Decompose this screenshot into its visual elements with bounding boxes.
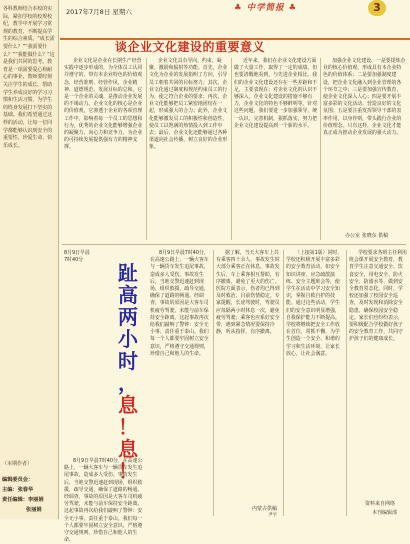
- masthead-title: ♣ 中学简报 ♣: [234, 3, 298, 13]
- editors-line3: 责任编辑：李丽娟: [2, 497, 44, 503]
- vertical-title-char: ！: [118, 459, 138, 483]
- vertical-title-char: 高: [118, 283, 138, 307]
- article-column-1: 企业文化是企业在长期生产经营实践中逐步形成的，为全体员工认同并遵守的、带有本企业特色的价值观念、经营准则、经营作风、企业精神、道德规范、发展目标的总和。它是一个企业的灵魂，是推动企业发展的不竭动力。企业文化的核心是企业的价值观，它渗透于企业的各项管理工作中，影响着每一个员工的思想和行为。优秀的企业文化能够增强企业的凝聚力、向心力和竞争力，为企业的可持续发展提供强有力的精神支撑。: [64, 58, 143, 151]
- feature-intro-top: 8月9日早晨7时40分: [64, 250, 90, 264]
- article-column-2: 企业文化具有导向、约束、凝聚、激励和辐射等功能。首先，企业文化为企业的发展指明了方向，引导员工朝着共同的目标努力；其次，企业文化通过制度和规范约束员工的行为，使之符合企业的要求；再次，企业文化能够把员工紧密地团结在一起，形成强大的合力；此外，企业文化能够激发员工的积极性和创造性，使员工以饱满的热情投入到工作中去；最后，企业文化还能够通过各种渠道向社会传播，树立良好的企业形象。: [149, 58, 228, 151]
- article-column-3: 近年来，我们在企业文化建设方面做了大量工作，取得了一定的成绩。但也要清醒地看到，与先进企业相比，我们的企业文化建设还存在一些差距和不足，主要表现在：对企业文化的认识不够深入，企业文化建设的措施不够有力，企业文化的特色不够鲜明等。针对这些问题，我们要进一步加强领导，统一认识，完善机制，狠抓落实，努力把企业文化建设提高到一个新的水平。: [234, 58, 318, 129]
- article-column-4: 加强企业文化建设，一是要提炼企业的核心价值观，形成具有本企业特色的价值体系；二是要加强制度建设，把企业文化融入到企业管理的各个环节之中；三是要加强宣传教育，使企业文化深入人心；四是要开展丰富多彩的文化活动，营造良好的文化氛围；五是要注重发挥领导干部的表率作用，以身作则，带头践行企业的价值理念。只有这样，企业文化才能真正成为推动企业发展的强大动力。: [323, 58, 406, 137]
- issue-date: 2017年7月8日 星期六: [66, 8, 132, 16]
- vertical-title-char: 趾: [118, 261, 138, 285]
- left-sidebar-column: [0, 0, 59, 519]
- column-rule: [346, 250, 347, 516]
- column-rule: [231, 58, 232, 240]
- vertical-title-char: ，: [118, 371, 138, 395]
- vertical-title-char: ！: [118, 415, 138, 439]
- left-column-signature: （本期作者）: [2, 461, 33, 467]
- editors-line1: 编辑委员会：: [2, 477, 34, 483]
- vertical-title-char: 小: [118, 327, 138, 351]
- page-number-badge: 3: [368, 0, 386, 16]
- vertical-title-char: 时: [118, 349, 138, 373]
- column-rule: [213, 250, 214, 516]
- editorial-board: [2, 475, 56, 515]
- feature-byline-1b: 尹宇: [268, 513, 278, 518]
- vertical-title-char: 息: [118, 393, 138, 417]
- feature-byline-1: 内蒙古供稿: [252, 506, 278, 512]
- vertical-title-char: 息: [118, 437, 138, 461]
- left-column-text: 各科教师结合本校的实际，紧扣学校的校规校纪，教学中开展学习常规的教育，不断提高学生的综合素质。“成长需要什么？”“我需要什么？”“我能做什么？”这是我们共同的思考。教育是一项需要爱心和耐心的事业，教师要时刻关注学生的成长，帮助学生养成良好的学习习惯和生活习惯，为学生的终身发展打下坚实的基础。我们希望通过这样的活动，让每一位同学都能够认识到安全的重要性，珍爱生命，快乐成长。: [3, 6, 55, 149]
- feature-column-2: 据了解，当天大客车上共有乘客四十余人，事故发生时大部分乘客正在休息。事故发生后，车上乘客相互帮助，有序撤离，避免了更大的伤亡。医院方面表示，伤者均已得到及时救治，目前伤情稳定。专家提醒，长途驾驶时，驾驶员应每隔两小时休息一次，避免疲劳驾驶；乘客也应系好安全带，遇到紧急情况要保持冷静，听从指挥，有序撤离。: [216, 250, 280, 336]
- column-rule: [146, 58, 147, 240]
- feature-column-4: 学校要求各班主任利用班会课开展安全教育，教育学生注意交通安全、饮食安全、用电安全、防火安全、防溺水等，做到安全教育常态化。同时，学校还加强了校园安全巡查，及时发现和消除安全隐患，确保校园安全稳定。家长们也纷纷表示，要积极配合学校做好孩子的安全教育工作，共同守护孩子们的健康成长。: [349, 250, 407, 343]
- vertical-title-char: 两: [118, 305, 138, 329]
- article-byline: 办公室 张晓东 供稿: [345, 233, 389, 239]
- editors-line4: 张丽娟: [26, 507, 42, 513]
- feature-byline-2b: 本刊编辑部: [372, 510, 398, 516]
- feature-vertical-title: [118, 262, 148, 482]
- editors-line2: 主编：张春华: [2, 487, 34, 493]
- feature-column-3: （上接第1版）同时，学校还积极开展丰富多彩的安全教育活动，如安全知识讲座、应急疏散演练、安全主题班会等，使学生在活动中学习安全知识，掌握自救自护的技能。通过这些活动，学生们的安全意识明显增强，自我保护能力不断提高。学校将继续把安全工作放在首位，常抓不懈，为学生创造一个安全、和谐的学习和生活环境，让家长放心，让社会满意。: [286, 250, 343, 357]
- feature-byline-2: 资料来自网络: [365, 501, 396, 507]
- column-rule: [283, 250, 284, 516]
- article-headline: 谈企业文化建设的重要意义: [115, 40, 266, 54]
- feature-column-1-bottom: 8月9日早晨7时40分，在高速公路上，一辆大客车与一辆货车发生追尾事故，造成多人受伤。事故发生后，当地交警迅速赶到现场，组织救援，疏导交通，确保了道路的畅通。经调查，事故的原因是大客车司机疲劳驾驶，未能与前车保持安全距离。这起事故再次给我们敲响了警钟：安全无小事，责任重于泰山。我们每一个人都要牢固树立安全意识，严格遵守交通规则，珍惜自己和他人的生命。: [64, 458, 143, 544]
- column-rule: [320, 58, 321, 240]
- feature-column-1: 8月9日早晨7时40分，在高速公路上，一辆大客车与一辆货车发生追尾事故，造成多人受伤。事故发生后，当地交警迅速赶到现场，组织救援，疏导交通，确保了道路的畅通。经调查，事故的原因是大客车司机疲劳驾驶，未能与前车保持安全距离。这起事故再次给我们敲响了警钟：安全无小事，责任重于泰山。我们每一个人都要牢固树立安全意识，严格遵守交通规则，珍惜自己和他人的生命。: [150, 250, 209, 357]
- section-divider: [62, 244, 406, 245]
